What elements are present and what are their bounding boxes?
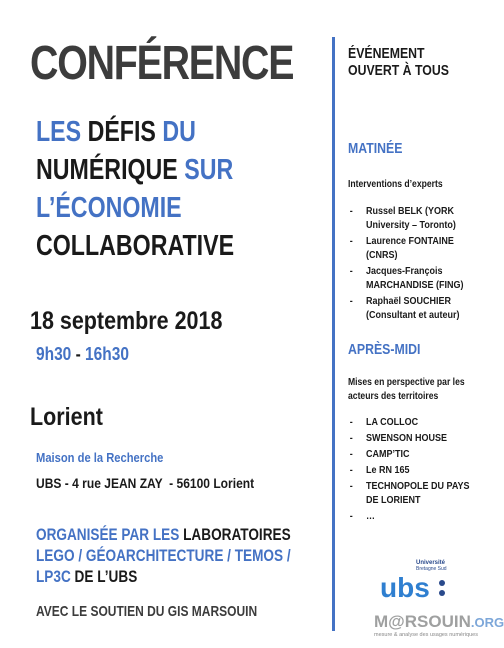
text-segment: COLLABORATIVE [36, 230, 235, 262]
list-item [348, 432, 483, 446]
text-segment: ORGANISÉE PAR LES [36, 525, 184, 544]
time-separator: - [71, 344, 86, 364]
end-time: 16h30 [85, 344, 129, 364]
text-line [36, 524, 291, 545]
participant-name: SWENSON HOUSE [366, 433, 448, 444]
text-segment: NUMÉRIQUE [36, 154, 185, 186]
participant-name: TECHNOPOLE DU PAYS DE LORIENT [366, 481, 470, 506]
afternoon-participants-list [348, 416, 488, 526]
event-city: Lorient [30, 403, 103, 431]
ubs-caption-2: Bretagne Sud [416, 566, 447, 572]
afternoon-intro: Mises en perspective par les acteurs des territoires [348, 377, 465, 402]
text-segment: LES [36, 116, 88, 148]
vertical-divider [332, 37, 335, 631]
morning-heading: MATINÉE [348, 140, 403, 157]
ubs-dot-2 [439, 590, 445, 596]
text-line [36, 545, 291, 566]
event-date: 18 septembre 2018 [30, 307, 223, 335]
poster-title: CONFÉRENCE [30, 37, 294, 90]
afternoon-heading: APRÈS-MIDI [348, 341, 421, 358]
text-segment: SUR [184, 154, 234, 186]
speaker-name: Laurence FONTAINE (CNRS) [366, 236, 454, 261]
text-line [36, 227, 234, 265]
ubs-wordmark: ubs [380, 572, 430, 603]
text-line [36, 566, 291, 587]
marsouin-tagline: mesure & analyse des usages numériques [374, 632, 478, 638]
speaker-name: Raphaël SOUCHIER (Consultant et auteur) [366, 296, 460, 321]
dash-bullet: - [349, 296, 353, 307]
text-segment: L’ÉCONOMIE [36, 192, 182, 224]
list-item [348, 416, 483, 430]
participant-name: Le RN 165 [366, 465, 410, 476]
text-segment: LP3C [36, 567, 75, 586]
dash-bullet: - [349, 206, 353, 217]
organizers [36, 524, 291, 587]
dash-bullet: - [349, 433, 353, 444]
text-segment: DE L’UBS [74, 567, 138, 586]
list-item [348, 510, 483, 524]
marsouin-name: M@RSOUIN [374, 612, 471, 631]
marsouin-logo [374, 612, 504, 642]
morning-speakers-list [348, 205, 488, 325]
text-segment: DU [162, 116, 196, 148]
text-line [36, 151, 234, 189]
event-venue: Maison de la Recherche [36, 450, 164, 465]
list-item [348, 235, 483, 263]
morning-intro: Interventions d’experts [348, 179, 443, 190]
ubs-caption-1: Université [416, 560, 446, 566]
participant-name: … [366, 511, 375, 522]
ubs-university-logo [378, 555, 452, 603]
list-item [348, 464, 483, 478]
text-segment: LEGO / GÉOARCHITECTURE / TEMOS / [36, 546, 291, 565]
text-segment: LABORATOIRES [183, 525, 291, 544]
event-hours [36, 344, 129, 365]
text-segment: DÉFIS [87, 116, 163, 148]
dash-bullet: - [349, 449, 353, 460]
marsouin-tld: .ORG [470, 615, 504, 630]
dash-bullet: - [349, 417, 353, 428]
dash-bullet: - [349, 481, 353, 492]
speaker-name: Jacques-François MARCHANDISE (FING) [366, 266, 464, 291]
list-item [348, 295, 483, 323]
marsouin-wordmark [374, 612, 504, 632]
open-line-2: OUVERT À TOUS [348, 62, 449, 79]
start-time: 9h30 [36, 344, 72, 364]
open-to-all-heading [348, 45, 449, 79]
dash-bullet: - [349, 465, 353, 476]
event-address: UBS - 4 rue JEAN ZAY - 56100 Lorient [36, 475, 255, 491]
participant-name: LA COLLOC [366, 417, 419, 428]
list-item [348, 205, 483, 233]
list-item [348, 448, 483, 462]
participant-name: CAMP’TIC [366, 449, 410, 460]
ubs-dot-1 [439, 580, 445, 586]
speaker-name: Russel BELK (YORK University – Toronto) [366, 206, 456, 231]
dash-bullet: - [349, 266, 353, 277]
list-item [348, 265, 483, 293]
open-line-1: ÉVÉNEMENT [348, 45, 425, 62]
support-line: AVEC LE SOUTIEN DU GIS MARSOUIN [36, 603, 258, 620]
dash-bullet: - [349, 511, 353, 522]
list-item [348, 480, 483, 508]
conference-headline [36, 113, 234, 265]
text-line [36, 113, 234, 151]
text-line [36, 189, 234, 227]
dash-bullet: - [349, 236, 353, 247]
